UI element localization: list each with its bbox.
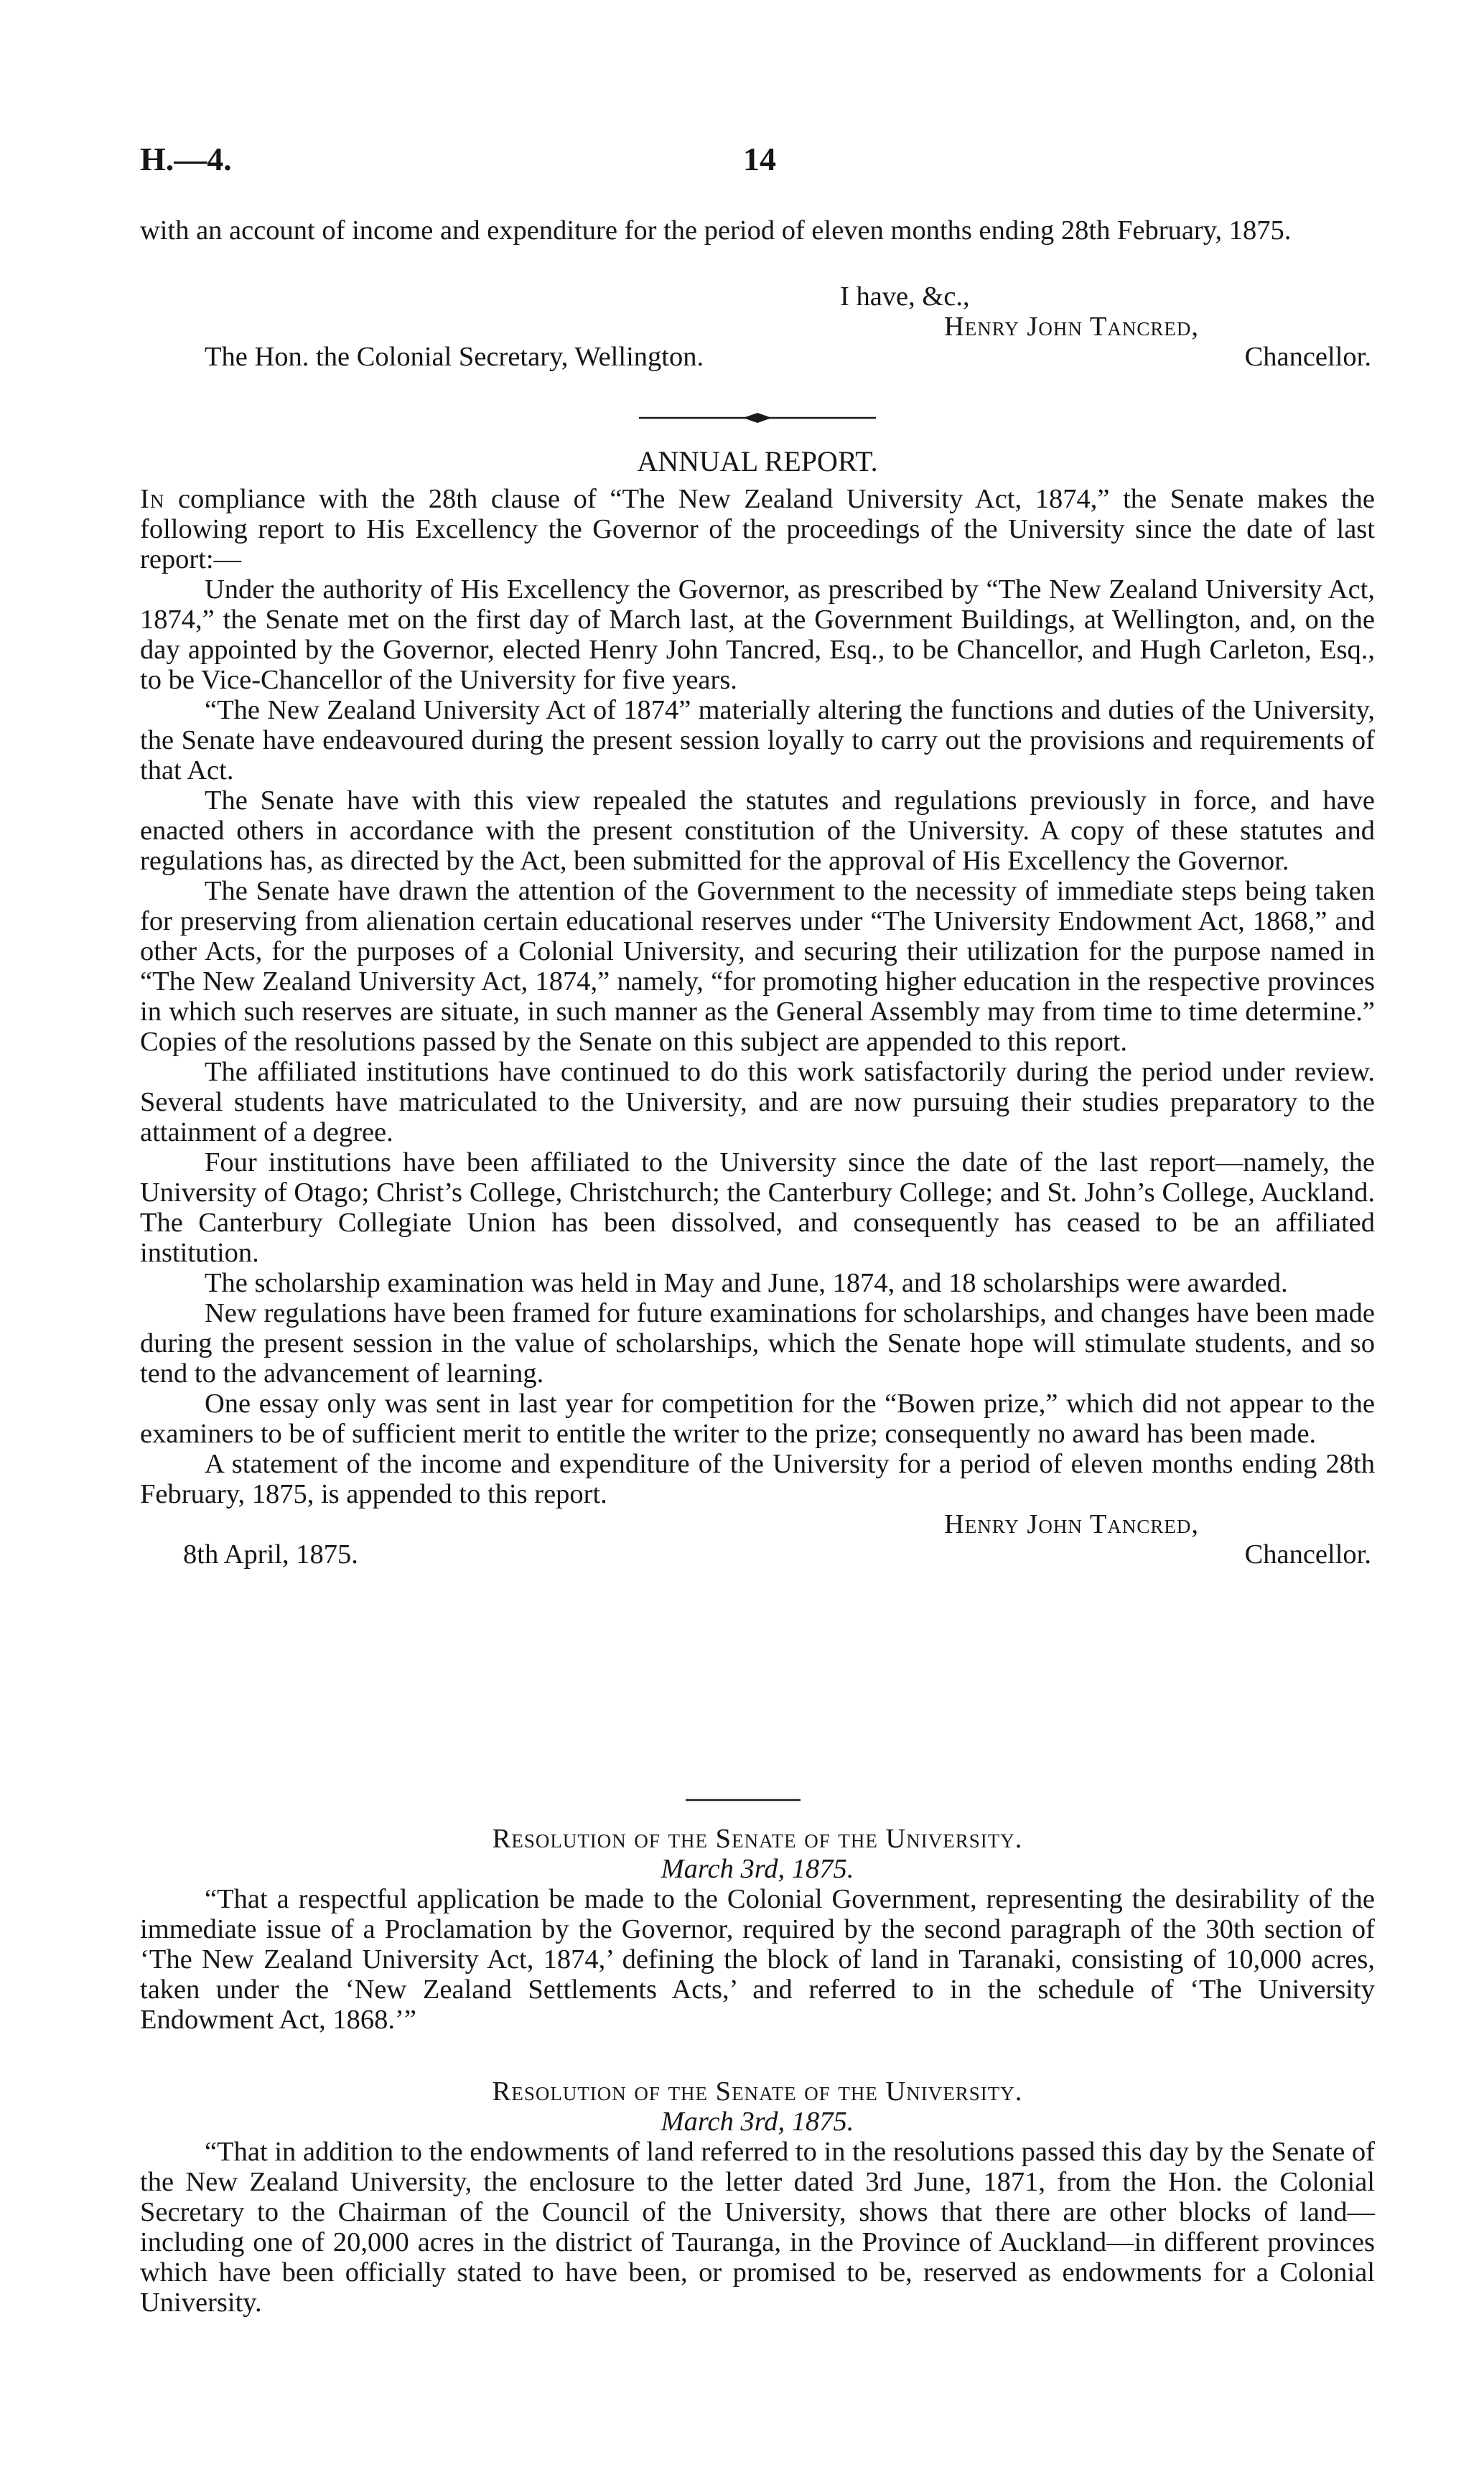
section-rule [686,1798,801,1802]
report-paragraph-1-text: compliance with the 28th clause of “The New Zealand University Act, 1874,” the Senate makes the following report to His Excellency the Governor of the proceedings of the University since the date of last report:— [140,484,1376,574]
report-paragraph-9: New regulations have been framed for future examinations for scholarships, and changes have been made during the present session in the value of scholarships, which the Senate hope will stimulate students, and so tend to the advancement of learning. [140,1298,1375,1389]
report-paragraph-1 [140,484,1375,574]
letter-closing-text: with an account of income and expenditure for the period of eleven months ending 28th February, 1875. [140,215,1292,246]
report-paragraph-4: The Senate have with this view repealed the statutes and regulations previously in force, and have enacted others in accordance with the present constitution of the University. A copy of these statutes and regulations has, as directed by the Act, been submitted for the approval of His Excellency the Governor. [140,785,1375,876]
resolution-1 [140,1824,1375,2035]
resolution-1-heading: Resolution of the Senate of the University. [492,1824,1023,1854]
report-paragraph-5: The Senate have drawn the attention of the Government to the necessity of immediate steps being taken for preserving from alienation certain educational reserves under “The University Endowment Act, 1868,” and other Acts, for the purposes of a Colonial University, and securing their utilization for the purpose named in “The New Zealand University Act, 1874,” namely, “for promoting higher education in the respective provinces in which such reserves are situate, in such manner as the General Assembly may from time to time determine.” Copies of the resolutions passed by the Senate on this subject are appended to this report. [140,876,1375,1057]
resolution-1-date: March 3rd, 1875. [661,1854,854,1884]
page-header [140,140,1344,183]
page-number: 14 [743,141,776,177]
report-paragraph-10: One essay only was sent in last year for competition for the “Bowen prize,” which did not appear to the examiners to be of sufficient merit to entitle the writer to the prize; consequently no award has been made. [140,1389,1375,1449]
letter-closing [140,215,1375,246]
report-paragraph-8: The scholarship examination was held in May and June, 1874, and 18 scholarships were awarded. [205,1268,1288,1298]
report-lead-word: In [140,484,165,514]
report-paragraph-3: “The New Zealand University Act of 1874” materially altering the functions and duties of the University, the Senate have endeavoured during the present session loyally to carry out the provisions and requirements of that Act. [140,695,1375,785]
resolution-1-text: “That a respectful application be made to the Colonial Government, representing the desirability of the immediate issue of a Proclamation by the Governor, required by the second paragraph of the 30th section of ‘The New Zealand University Act, 1874,’ defining the block of land in Taranaki, consisting of 10,000 acres, taken under the ‘New Zealand Settlements Acts,’ and referred to in the schedule of ‘The University Endowment Act, 1868.’” [140,1884,1375,2035]
letter-address-line [140,342,1375,372]
letter-signatory-title: Chancellor. [1244,342,1371,372]
letter-signatory-name: Henry John Tancred, [944,312,1199,342]
report-signatory-name: Henry John Tancred, [944,1509,1199,1539]
ornamental-rule [635,411,879,425]
report-paragraph-6: The affiliated institutions have continued to do this work satisfactorily during the period under review. Several students have matriculated to the University, and are now pursuing their studies preparatory to the attainment of a degree. [140,1057,1375,1147]
resolution-2 [140,2076,1375,2318]
letter-addressee: The Hon. the Colonial Secretary, Wellington. [205,342,704,372]
letter-signoff [140,281,1375,372]
report-paragraph-7: Four institutions have been affiliated to the University since the date of the last report—namely, the University of Otago; Christ’s College, Christchurch; the Canterbury College; and St. John’s College, Auckland. The Canterbury Collegiate Union has been dissolved, and consequently has ceased to be an affiliated institution. [140,1147,1375,1268]
report-signatory-title: Chancellor. [1244,1539,1371,1570]
resolution-2-text: “That in addition to the endowments of land referred to in the resolutions passed this day by the Senate of the New Zealand University, the enclosure to the letter dated 3rd June, 1871, from the Hon. the Colonial Secretary to the Chairman of the Council of the University, shows that there are other blocks of land—including one of 20,000 acres in the district of Tauranga, in the Province of Auckland—in different provinces which have been officially stated to have been, or promised to be, reserved as endowments for a Colonial University. [140,2137,1375,2318]
document-code: H.—4. [140,141,232,177]
annual-report [140,447,1375,1570]
report-title: ANNUAL REPORT. [637,445,878,477]
report-paragraph-2: Under the authority of His Excellency the Governor, as prescribed by “The New Zealand University Act, 1874,” the Senate met on the first day of March last, at the Government Buildings, at Wellington, and, on the day appointed by the Governor, elected Henry John Tancred, Esq., to be Chancellor, and Hugh Carleton, Esq., to be Vice-Chancellor of the University for five years. [140,574,1375,695]
resolution-2-date: March 3rd, 1875. [661,2107,854,2137]
letter-salutation: I have, &c., [840,281,970,312]
resolution-2-heading: Resolution of the Senate of the University. [492,2076,1023,2107]
report-date-line [140,1539,1375,1570]
report-paragraph-11: A statement of the income and expenditure of the University for a period of eleven months ending 28th February, 1875, is appended to this report. [140,1449,1375,1509]
report-date: 8th April, 1875. [183,1539,358,1570]
